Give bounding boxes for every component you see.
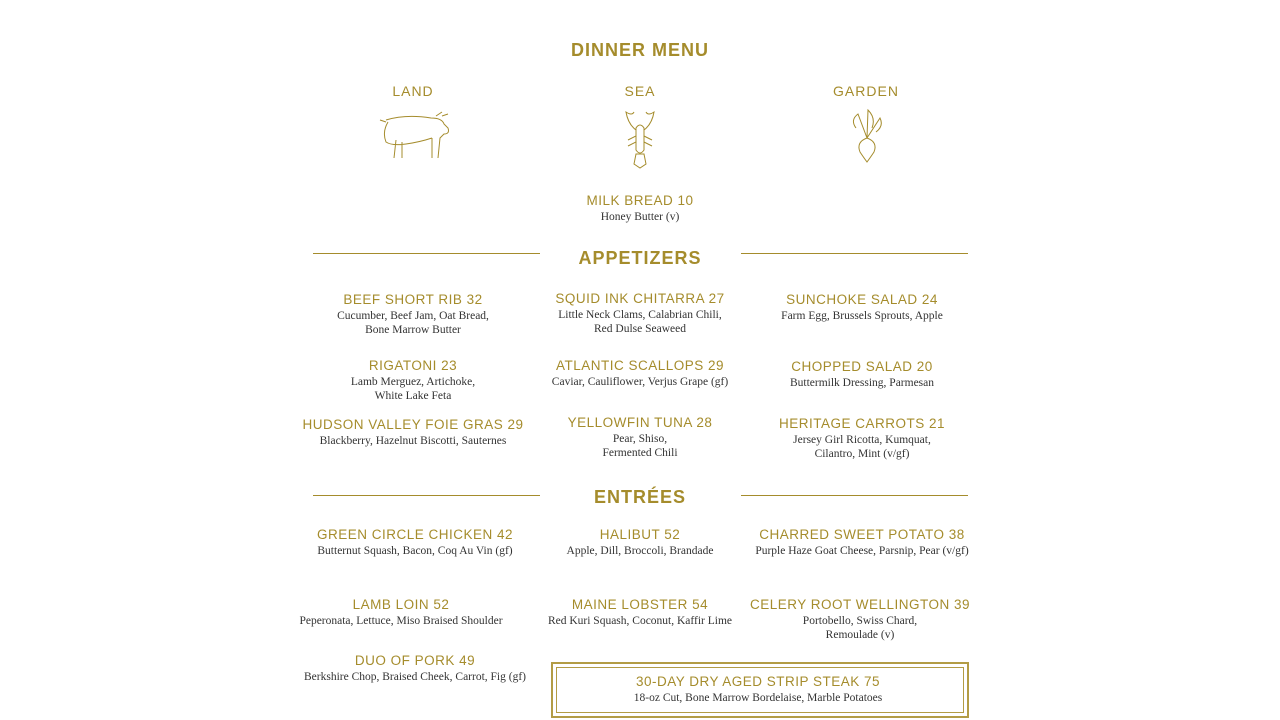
menu-item — [351, 357, 475, 403]
item-name: MILK BREAD 10 — [586, 193, 694, 208]
item-desc: Bone Marrow Butter — [365, 324, 461, 336]
item-name: GREEN CIRCLE CHICKEN 42 — [316, 527, 514, 542]
item-desc: Purple Haze Goat Cheese, Parsnip, Pear (v/gf) — [755, 545, 969, 557]
item-name: HUDSON VALLEY FOIE GRAS 29 — [302, 417, 524, 432]
item-desc: Peperonata, Lettuce, Miso Braised Shoulder — [299, 615, 503, 627]
lobster-icon — [622, 108, 658, 170]
beet-icon — [846, 108, 888, 164]
item-name: DUO OF PORK 49 — [354, 653, 476, 668]
menu-item — [781, 291, 943, 323]
item-desc: Portobello, Swiss Chard, — [802, 615, 918, 627]
item-name: RIGATONI 23 — [368, 358, 458, 373]
item-name: MAINE LOBSTER 54 — [571, 597, 709, 612]
item-desc: Butternut Squash, Bacon, Coq Au Vin (gf) — [317, 545, 513, 557]
item-name: BEEF SHORT RIB 32 — [343, 292, 483, 307]
item-desc: Red Dulse Seaweed — [594, 323, 686, 335]
menu-title: DINNER MENU — [570, 40, 710, 60]
menu-item — [755, 526, 968, 558]
item-desc: Fermented Chili — [602, 447, 678, 459]
menu-item — [779, 415, 945, 461]
item-name: CELERY ROOT WELLINGTON 39 — [749, 597, 971, 612]
item-desc: Jersey Girl Ricotta, Kumquat, — [793, 434, 931, 446]
menu-item — [552, 357, 728, 389]
item-desc: Remoulade (v) — [825, 629, 895, 641]
item-name: CHOPPED SALAD 20 — [791, 359, 933, 374]
section-appetizers: APPETIZERS — [578, 248, 702, 268]
menu-item — [790, 358, 934, 390]
menu-item — [337, 291, 489, 337]
category-land: LAND — [392, 83, 434, 99]
menu-item — [548, 596, 732, 628]
item-desc: Apple, Dill, Broccoli, Brandade — [566, 545, 714, 557]
item-desc: Honey Butter (v) — [600, 211, 680, 223]
featured-item-box — [551, 662, 969, 718]
item-name: SUNCHOKE SALAD 24 — [786, 292, 938, 307]
milk-bread-item — [586, 192, 693, 224]
item-desc: Cilantro, Mint (v/gf) — [814, 448, 910, 460]
divider — [313, 253, 540, 254]
menu-item — [555, 290, 724, 336]
item-desc: Red Kuri Squash, Coconut, Kaffir Lime — [547, 615, 733, 627]
item-desc: Caviar, Cauliflower, Verjus Grape (gf) — [551, 376, 729, 388]
menu-item — [567, 526, 714, 558]
item-desc: Buttermilk Dressing, Parmesan — [789, 377, 935, 389]
divider — [313, 495, 540, 496]
divider — [741, 495, 968, 496]
item-desc: Little Neck Clams, Calabrian Chili, — [558, 309, 722, 321]
item-name: 30-DAY DRY AGED STRIP STEAK 75 — [635, 674, 881, 689]
menu-item — [299, 596, 502, 628]
item-desc: Farm Egg, Brussels Sprouts, Apple — [781, 310, 943, 322]
category-sea: SEA — [624, 83, 656, 99]
divider — [741, 253, 968, 254]
menu-item — [302, 416, 523, 448]
menu-item — [317, 526, 513, 558]
category-garden: GARDEN — [833, 83, 899, 99]
item-name: HERITAGE CARROTS 21 — [778, 416, 946, 431]
menu-item — [304, 652, 526, 684]
item-name: HALIBUT 52 — [599, 527, 681, 542]
menu-item — [750, 596, 970, 642]
item-name: CHARRED SWEET POTATO 38 — [759, 527, 965, 542]
item-name: YELLOWFIN TUNA 28 — [567, 415, 713, 430]
menu-item — [568, 414, 713, 460]
item-name: SQUID INK CHITARRA 27 — [555, 291, 725, 306]
item-name: LAMB LOIN 52 — [352, 597, 450, 612]
cow-icon — [376, 108, 452, 160]
item-desc: Blackberry, Hazelnut Biscotti, Sauternes — [319, 435, 507, 447]
item-name: ATLANTIC SCALLOPS 29 — [555, 358, 725, 373]
item-desc: Cucumber, Beef Jam, Oat Bread, — [337, 310, 489, 322]
item-desc: 18-oz Cut, Bone Marrow Bordelaise, Marble Potatoes — [633, 692, 883, 704]
item-desc: Berkshire Chop, Braised Cheek, Carrot, Fig (gf) — [304, 671, 526, 683]
item-desc: White Lake Feta — [374, 390, 452, 402]
item-desc: Lamb Merguez, Artichoke, — [350, 376, 476, 388]
item-desc: Pear, Shiso, — [612, 433, 668, 445]
section-entrees: ENTRÉES — [593, 487, 687, 507]
